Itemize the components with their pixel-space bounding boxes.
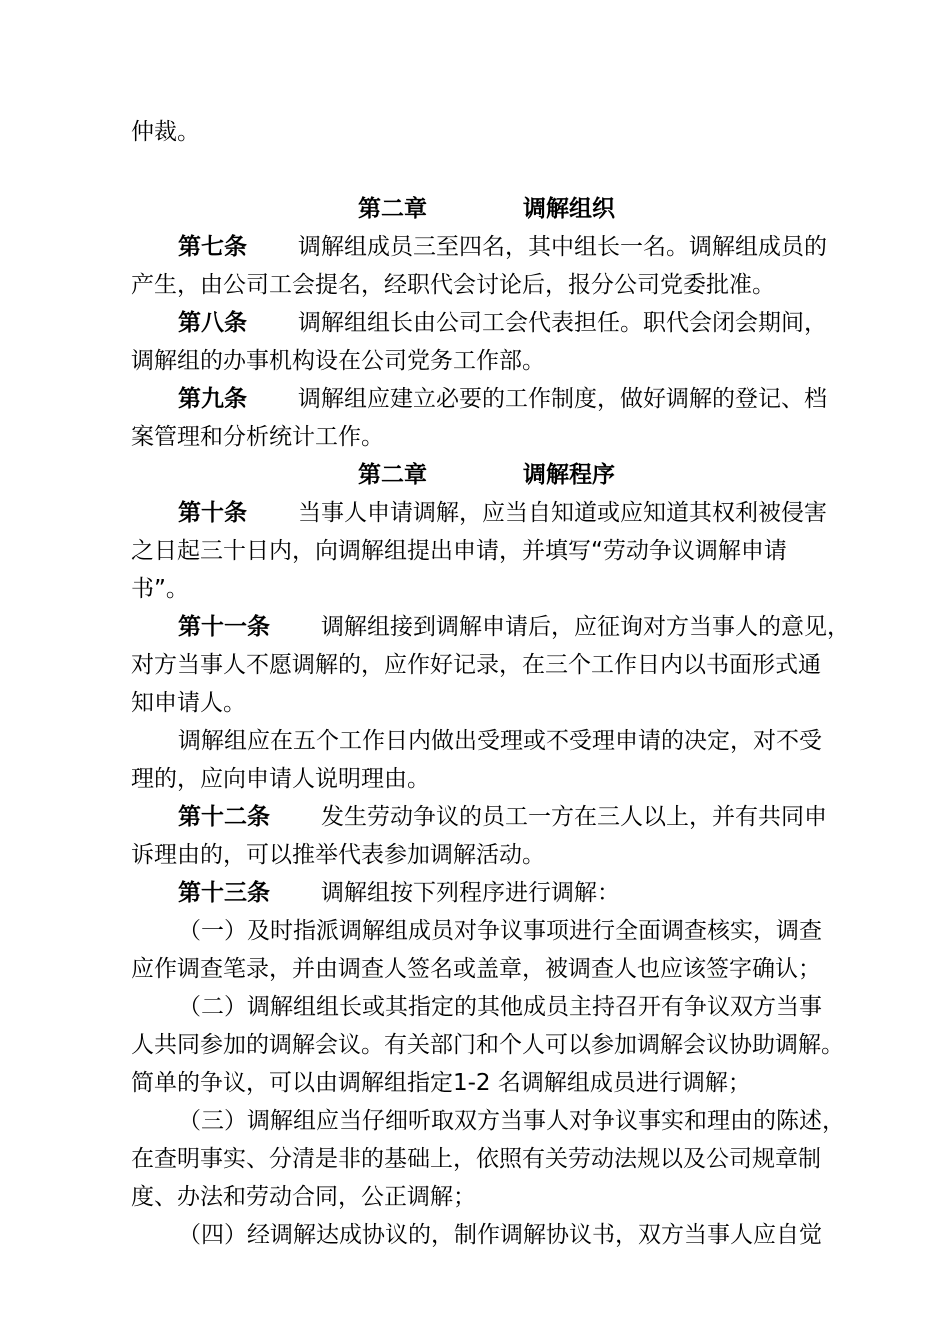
- text-line: 应作调查笔录，并由调查人签名或盖章，被调查人也应该签字确认；: [131, 956, 821, 982]
- article-number: 第九条: [178, 386, 247, 412]
- article-line: 第九条 调解组应建立必要的工作制度，做好调解的登记、档: [131, 380, 918, 418]
- article-line: 第十三条 调解组按下列程序进行调解：: [131, 874, 918, 912]
- article-line: 第八条 调解组组长由公司工会代表担任。职代会闭会期间，: [131, 304, 918, 342]
- text-line: 产生，由公司工会提名，经职代会讨论后，报分公司党委批准。: [131, 272, 775, 298]
- list-item-line: （四）经调解达成协议的，制作调解协议书，双方当事人应自觉: [178, 1222, 822, 1248]
- article-number: 第十条: [178, 500, 247, 526]
- article-number: 第七条: [178, 234, 247, 260]
- chapter-heading: [358, 456, 615, 494]
- article-line: 第十条 当事人申请调解，应当自知道或应知道其权利被侵害: [131, 494, 918, 532]
- list-item-line: （三）调解组应当仔细听取双方当事人对争议事实和理由的陈述，: [178, 1108, 845, 1134]
- text-line: 仲裁。: [131, 119, 200, 145]
- text-line: 诉理由的，可以推举代表参加调解活动。: [131, 842, 545, 868]
- chapter-number: 第二章: [358, 462, 427, 488]
- article-number: 第十一条: [178, 614, 270, 640]
- article-line: 第七条 调解组成员三至四名，其中组长一名。调解组成员的: [131, 228, 918, 266]
- article-number: 第八条: [178, 310, 247, 336]
- chapter-title: 调解程序: [523, 462, 615, 488]
- article-number: 第十二条: [178, 804, 270, 830]
- paragraph-line: 调解组应在五个工作日内做出受理或不受理申请的决定，对不受: [178, 728, 822, 754]
- text-line: 简单的争议，可以由调解组指定1-2 名调解组成员进行调解；: [131, 1070, 751, 1096]
- chapter-title: 调解组织: [523, 196, 615, 222]
- chapter-heading: [358, 190, 615, 228]
- article-number: 第十三条: [178, 880, 270, 906]
- text-line: 人共同参加的调解会议。有关部门和个人可以参加调解会议协助调解。: [131, 1032, 844, 1058]
- list-item-line: （一）及时指派调解组成员对争议事项进行全面调查核实，调查: [178, 918, 822, 944]
- text-line: 度、办法和劳动合同，公正调解；: [131, 1184, 476, 1210]
- list-item-line: （二）调解组组长或其指定的其他成员主持召开有争议双方当事: [178, 994, 822, 1020]
- text-line: 之日起三十日内，向调解组提出申请，并填写“劳动争议调解申请: [131, 538, 787, 564]
- text-line: 案管理和分析统计工作。: [131, 424, 384, 450]
- text-line: 调解组的办事机构设在公司党务工作部。: [131, 348, 545, 374]
- text-line: 书”。: [131, 576, 189, 602]
- article-line: 第十一条 调解组接到调解申请后，应征询对方当事人的意见，: [131, 608, 918, 646]
- article-line: 第十二条 发生劳动争议的员工一方在三人以上，并有共同申: [131, 798, 918, 836]
- text-line: 理的，应向申请人说明理由。: [131, 766, 430, 792]
- text-line: 在查明事实、分清是非的基础上，依照有关劳动法规以及公司规章制: [131, 1146, 821, 1172]
- text-line: 知申请人。: [131, 690, 246, 716]
- text-line: 对方当事人不愿调解的，应作好记录，在三个工作日内以书面形式通: [131, 652, 821, 678]
- chapter-number: 第二章: [358, 196, 427, 222]
